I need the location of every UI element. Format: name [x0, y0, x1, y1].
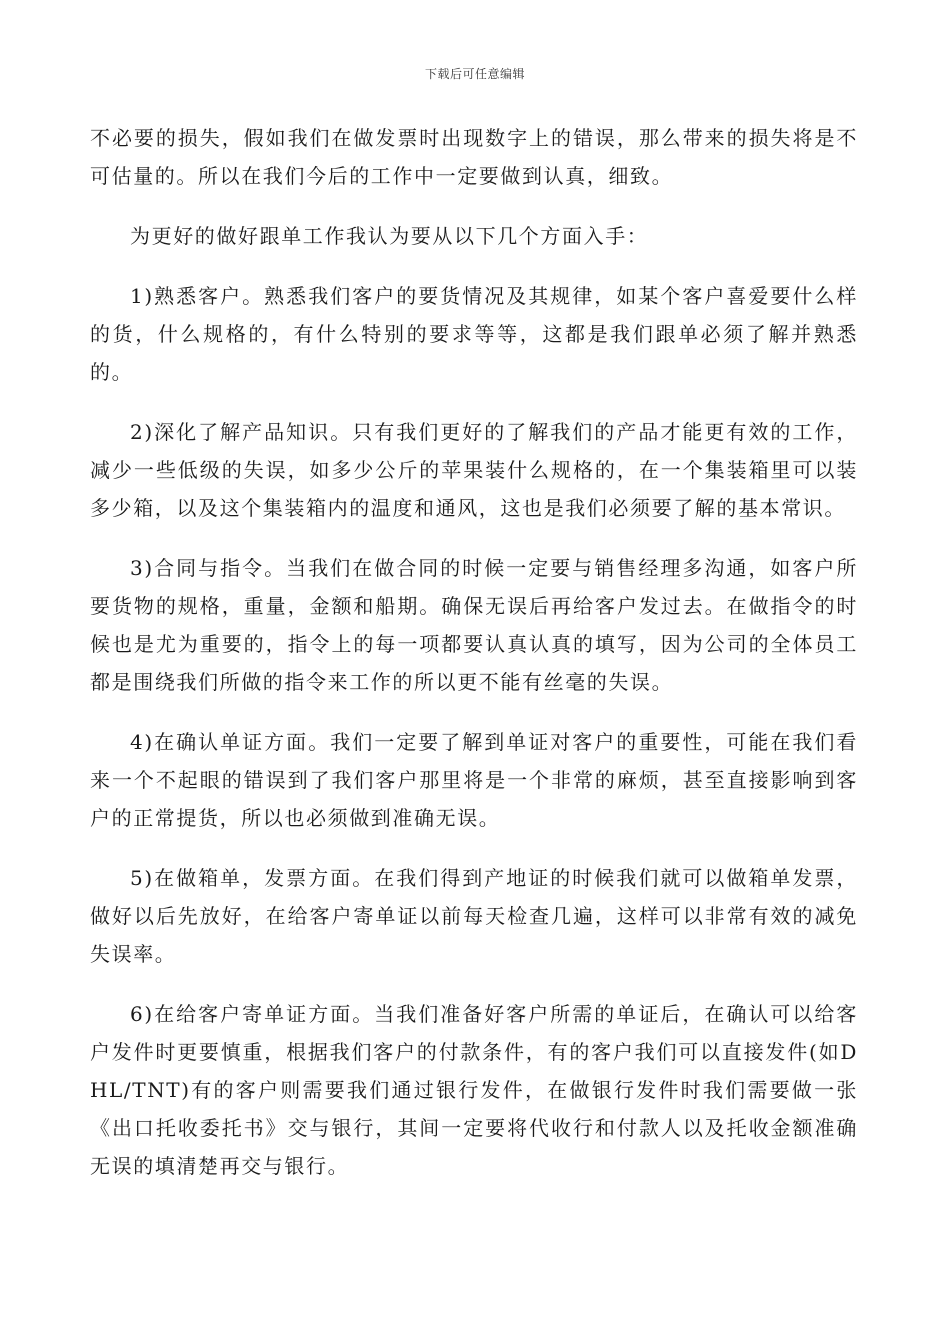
paragraph-item-1: 1)熟悉客户。熟悉我们客户的要货情况及其规律，如某个客户喜爱要什么样的货，什么规格的，有什么特别的要求等等，这都是我们跟单必须了解并熟悉的。	[90, 284, 858, 384]
document-body	[90, 119, 858, 1185]
page-header: 下载后可任意编辑	[424, 67, 525, 81]
paragraph-continuation: 不必要的损失，假如我们在做发票时出现数字上的错误，那么带来的损失将是不可估量的。所以在我们今后的工作中一定要做到认真，细致。	[90, 126, 858, 188]
paragraph-item-4: 4)在确认单证方面。我们一定要了解到单证对客户的重要性，可能在我们看来一个不起眼的错误到了我们客户那里将是一个非常的麻烦，甚至直接影响到客户的正常提货，所以也必须做到准确无误。	[90, 730, 858, 830]
paragraph-item-5: 5)在做箱单，发票方面。在我们得到产地证的时候我们就可以做箱单发票，做好以后先放好，在给客户寄单证以前每天检查几遍，这样可以非常有效的减免失误率。	[90, 866, 858, 966]
paragraph-item-2: 2)深化了解产品知识。只有我们更好的了解我们的产品才能更有效的工作，减少一些低级的失误，如多少公斤的苹果装什么规格的，在一个集装箱里可以装多少箱，以及这个集装箱内的温度和通风，这也是我们必须要了解的基本常识。	[90, 420, 858, 520]
paragraph-item-6: 6)在给客户寄单证方面。当我们准备好客户所需的单证后，在确认可以给客户发件时更要慎重，根据我们客户的付款条件，有的客户我们可以直接发件(如DHL/TNT)有的客户则需要我们通过银行发件，在做银行发件时我们需要做一张《出口托收委托书》交与银行，其间一定要将代收行和付款人以及托收金额准确无误的填清楚再交与银行。	[90, 1002, 858, 1178]
paragraph-intro: 为更好的做好跟单工作我认为要从以下几个方面入手：	[130, 224, 649, 248]
paragraph-item-3: 3)合同与指令。当我们在做合同的时候一定要与销售经理多沟通，如客户所要货物的规格，重量，金额和船期。确保无误后再给客户发过去。在做指令的时候也是尤为重要的，指令上的每一项都要认真认真的填写，因为公司的全体员工都是围绕我们所做的指令来工作的所以更不能有丝毫的失误。	[90, 556, 858, 694]
